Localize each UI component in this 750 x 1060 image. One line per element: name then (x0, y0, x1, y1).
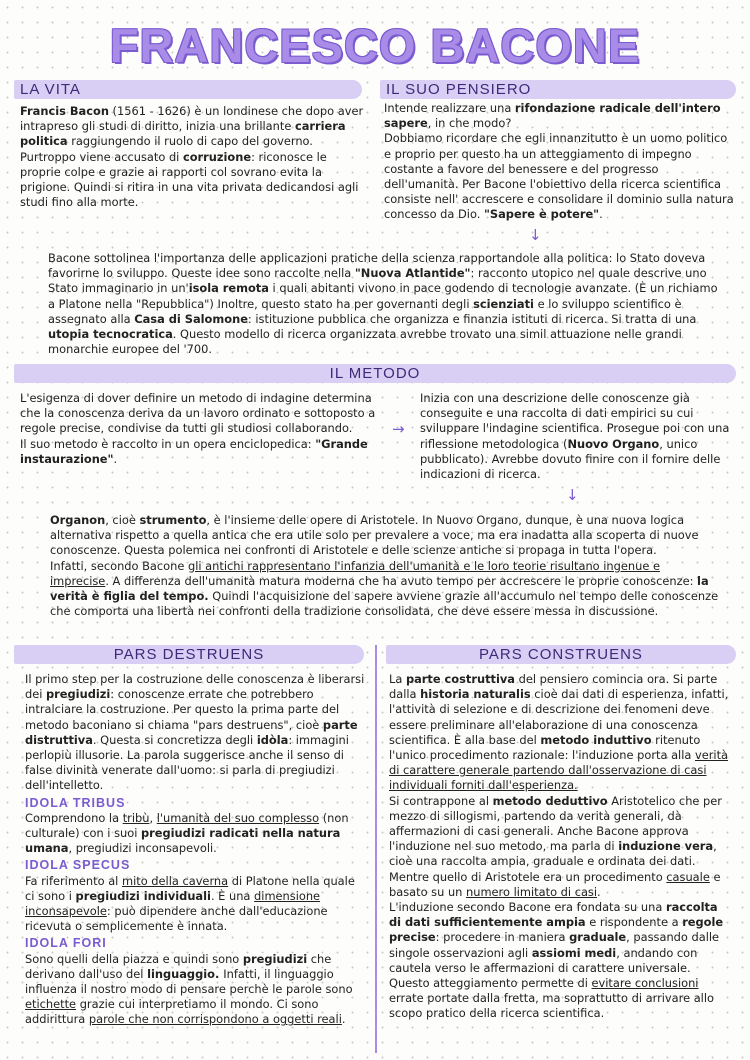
idola-tribus-heading: IDOLA TRIBUS (25, 795, 126, 810)
destruens-text: Il primo step per la costruzione delle conoscenza è liberarsi dei pregiudizi: conoscenze errate che potrebbero intralciare la costruzione. Per questo la prima parte del metodo baconiano si chiama "pars destruens", cioè parte distruttiva. Questa si concretizza degli idòla: immagini perlopiù illusorie. La parola suggerisce anche il senso di false divinità venerate dall'uomo: si parla di pregiudizi dell'intelletto. IDOLA TRIBUS Comprendono la tribù, l'umanità del suo complesso (non culturale) con i suoi pregiudizi radicati nella natura umana, pregiudizi inconsapevoli. IDOLA SPECUS Fa riferimento al mito della caverna di Platone nella quale ci sono i pregiudizi individuali. È una dimensione inconsapevole: può dipendere anche dall'educazione ricevuta o semplicemente è innata. IDOLA FORI Sono quelli della piazza e quindi sono pregiudizi che derivano dall'uso del linguaggio. Infatti, il linguaggio influenza il nostro modo di pensare perchè le parole sono etichette grazie cui interpretiamo il mondo. Ci sono addirittura parole che non corrispondono a oggetti reali. (25, 672, 365, 1027)
idola-tribus-text: Comprendono la tribù, l'umanità del suo complesso (non culturale) con i suoi pregiudizi radicati nella natura umana, pregiudizi inconsapevoli. (25, 810, 349, 856)
arrow-down-icon: ↓ (566, 486, 579, 504)
organon-text: Organon, cioè strumento, è l'insieme delle opere di Aristotele. In Nuovo Organo, dunque, è una nuova logica alternativa rispetto a quella antica che era utile solo per prevalere a voce, ma era inadatta alla scoperta di nuove conoscenze. Questa polemica nei confronti di Aristotele e delle scienze antiche si propaga in tutta l'opera. Infatti, secondo Bacone gli antichi rappresentano l'infanzia dell'umanità e le loro teorie risultano ingenue e imprecise. A differenza dell'umanità matura moderna che ha avuto tempo per accrescere le proprie conoscenze: la verità è figlia del tempo. Quindi l'acquisizione del sapere avviene grazie all'accumulo nel tempo delle conoscenze che comporta una libertà nei confronti della tradizione consolidata, che deve essere messa in discussione. (50, 513, 719, 619)
idola-specus-text: Fa riferimento al mito della caverna di Platone nella quale ci sono i pregiudizi individuali. È una dimensione inconsapevole: può dipendere anche dall'educazione ricevuta o semplicemente è innata. (25, 873, 355, 934)
section-heading-vita: LA VITA (20, 81, 81, 98)
metodo-right-text: Inizia con una descrizione delle conoscenze già conseguite e una raccolta di dati empirici su cui sviluppare l'indagine scientifica. Prosegue poi con una riflessione metodologica (Nuovo Organo, unico pubblicato). Avrebbe dovuto finire con il fornire delle indicazioni di ricerca. (420, 391, 730, 482)
metodo-left-text: L'esigenza di dover definire un metodo di indagine determina che la conoscenza deriva da un lavoro ordinato e sottoposto a regole precise, condivise da tutti gli studiosi collaborando. Il suo metodo è raccolto in un opera enciclopedica: "Grande instaurazione". (20, 391, 376, 466)
idola-fori-text: Sono quelli della piazza e quindi sono pregiudizi che derivano dall'uso del linguaggio. Infatti, il linguaggio influenza il nostro modo di pensare perchè le parole sono etichette grazie cui interpretiamo il mondo. Ci sono addirittura parole che non corrispondono a oggetti reali. (25, 951, 353, 1027)
pensiero-text: Intende realizzare una rifondazione radicale dell'intero sapere, in che modo? Dobbiamo ricordare che egli innanzitutto è un uomo politico e proprio per questo ha un atteggiamento di impegno costante a favore del benessere e del progresso dell'umanità. Per Bacone l'obiettivo della ricerca scientifica consiste nell' accrescere e consolidare il dominio sulla natura concesso da Dio. "Sapere è potere". (384, 101, 734, 222)
idola-specus-heading: IDOLA SPECUS (25, 858, 131, 873)
arrow-down-icon: ↓ (529, 226, 542, 244)
section-heading-construens: PARS CONSTRUENS (479, 646, 643, 663)
atlantide-text: Bacone sottolinea l'importanza delle applicazioni pratiche della scienza rapportandole alla politica: lo Stato doveva favorirne lo sviluppo. Queste idee sono raccolte nella "Nuova Atlantide": racconto utopico nel quale descrive uno Stato immaginario in un'isola remota i quali abitanti vivono in pace godendo di tecnologie avanzate. (È un richiamo a Platone nella "Repubblica") Inoltre, questo stato ha per governanti degli scienziati e lo sviluppo scientifico è assegnato alla Casa di Salomone: istituzione pubblica che organizza e finanzia istituti di ricerca. Si tratta di una utopia tecnocratica. Questo modello di ricerca organizzata avrebbe trovato una simil attuazione nelle grandi monarchie europee del '700. (48, 251, 718, 357)
vita-text: Francis Bacon (1561 - 1626) è un londinese che dopo aver intrapreso gli studi di diritto, inizia una brillante carriera politica raggiungendo il ruolo di capo del governo. Purtroppo viene accusato di corruzione: riconosce le proprie colpe e grazie ai rapporti col sovrano evita la prigione. Quindi si ritira in una vita privata dedicandosi agli studi fino alla morte. (20, 104, 364, 210)
page-title: FRANCESCO BACONE (109, 19, 641, 72)
column-divider (375, 645, 377, 1053)
section-heading-pensiero: IL SUO PENSIERO (386, 81, 532, 98)
arrow-right-icon: → (392, 420, 405, 438)
section-heading-destruens: PARS DESTRUENS (113, 646, 265, 663)
idola-fori-heading: IDOLA FORI (25, 936, 107, 951)
construens-text: La parte costruttiva del pensiero comincia ora. Si parte dalla historia naturalis cioè dai dati di esperienza, infatti, l'attività di selezione e di descrizione dei fenomeni deve essere preliminare all'elaborazione di una conoscenza scientifica. È alla base del metodo induttivo ritenuto l'unico procedimento razionale: l'induzione porta alla verità di carattere generale partendo dall'osservazione di casi individuali forniti dall'esperienza. Si contrappone al metodo deduttivo Aristotelico che per mezzo di sillogismi, partendo da verità generali, dà affermazioni di casi generali. Anche Bacone approva l'induzione nel suo metodo, ma parla di induzione vera, cioè una raccolta ampia, graduale e ordinata dei dati. Mentre quello di Aristotele era un procedimento casuale e basato su un numero limitato di casi. L'induzione secondo Bacone era fondata su una raccolta di dati sufficientemente ampia e rispondente a regole precise: procedere in maniera graduale, passando dalle singole osservazioni agli assiomi medi, andando con cautela verso le affermazioni di carattere universale. Questo atteggiamento permette di evitare conclusioni errate portate dalla fretta, ma soprattutto di arrivare allo scopo pratico della ricerca scientifica. (389, 672, 729, 1021)
section-heading-metodo: IL METODO (329, 365, 421, 382)
